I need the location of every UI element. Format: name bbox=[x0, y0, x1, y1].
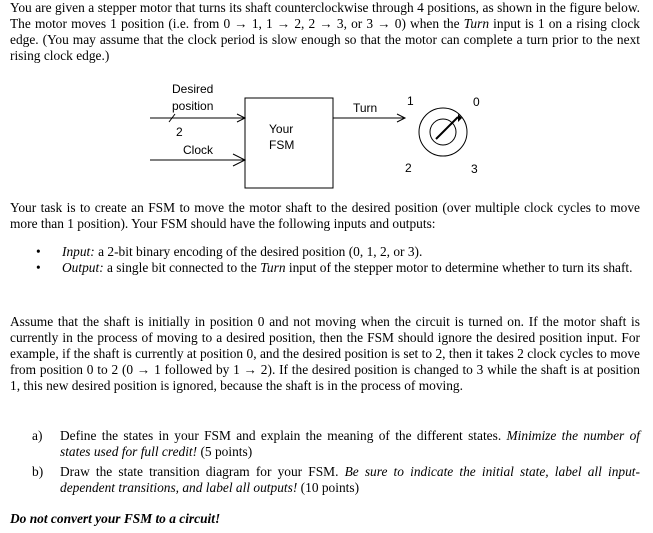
output-label: Output: bbox=[62, 260, 104, 275]
bullet-marker: • bbox=[36, 244, 41, 259]
list-item bbox=[10, 260, 640, 276]
bullet-marker: • bbox=[36, 260, 41, 275]
list-item bbox=[10, 244, 640, 260]
question-list bbox=[10, 428, 640, 500]
question-emphasis: Minimize the number of states used for full credit! bbox=[60, 428, 640, 459]
question-points: (10 points) bbox=[297, 480, 360, 495]
label-fsm-line2: FSM bbox=[269, 138, 295, 152]
intro-text-1: You are given a stepper motor that turns its shaft counterclockwise through 4 positions, as shown in the figure below. The motor moves 1 position (i.e. from 0 → 1, 1 → 2, 2 → 3, or 3 → 0) when the bbox=[10, 0, 640, 31]
assumption-paragraph: Assume that the shaft is initially in position 0 and not moving when the circuit is turned on. If the motor shaft is currently in the process of moving to a desired position, then the FSM should ignore the desired position input. For example, if the shaft is currently at position 0, and the desired position is set to 2, then it takes 2 clock cycles to move from position 0 to 2 (0 → 1 followed by 1 → 2). If the desired position is changed to 3 while the shaft is at position 1, this new desired position is ignored, because the shaft is in the process of moving. bbox=[10, 314, 640, 393]
label-turn: Turn bbox=[353, 101, 378, 115]
input-label: Input: bbox=[62, 244, 95, 259]
task-paragraph: Your task is to create an FSM to move the motor shaft to the desired position (over multiple clock cycles to move more than 1 position). Your FSM should have the following inputs and outputs: bbox=[10, 200, 640, 231]
question-marker: a) bbox=[32, 428, 43, 443]
input-description: a 2-bit binary encoding of the desired position (0, 1, 2, or 3). bbox=[94, 244, 423, 259]
output-description-2: input of the stepper motor to determine whether to turn its shaft. bbox=[285, 260, 633, 275]
label-position-2: 2 bbox=[405, 161, 412, 175]
label-position-3: 3 bbox=[471, 162, 478, 176]
io-list bbox=[10, 244, 640, 276]
label-position: position bbox=[172, 99, 214, 113]
output-turn-term: Turn bbox=[260, 260, 286, 275]
question-text: Define the states in your FSM and explain the meaning of the different states. bbox=[60, 428, 507, 443]
question-emphasis: Be sure to indicate the initial state, label all input-dependent transitions, and label all outputs! bbox=[60, 464, 640, 495]
label-desired: Desired bbox=[172, 82, 214, 96]
output-description-1: a single bit connected to the bbox=[103, 260, 261, 275]
question-marker: b) bbox=[32, 464, 44, 479]
motor-shaft bbox=[436, 117, 458, 139]
question-b bbox=[10, 464, 640, 496]
label-fsm-line1: Your bbox=[269, 122, 294, 136]
label-position-0: 0 bbox=[473, 95, 480, 109]
question-points: (5 points) bbox=[197, 444, 253, 459]
question-text: Draw the state transition diagram for your FSM. bbox=[60, 464, 345, 479]
intro-turn-term: Turn bbox=[463, 16, 490, 31]
label-clock: Clock bbox=[183, 143, 214, 157]
stepper-motor-figure bbox=[140, 80, 520, 190]
label-bus-width: 2 bbox=[176, 125, 183, 139]
final-instruction: Do not convert your FSM to a circuit! bbox=[10, 511, 221, 526]
question-a bbox=[10, 428, 640, 460]
intro-paragraph bbox=[10, 0, 640, 64]
intro-text-2: input is 1 on a rising clock edge. (You may assume that the clock period is slow enough so that the motor can complete a turn prior to the next rising clock edge.) bbox=[10, 16, 640, 63]
label-position-1: 1 bbox=[407, 94, 414, 108]
